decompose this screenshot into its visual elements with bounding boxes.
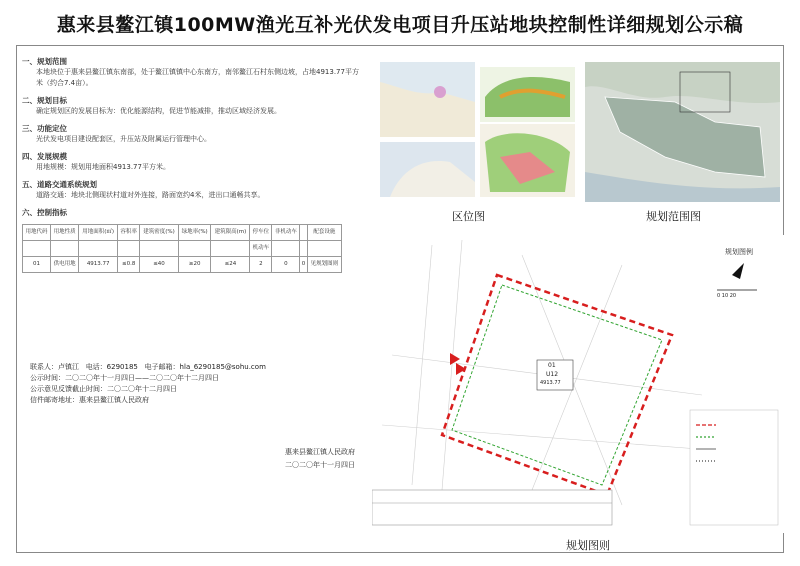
- table-row: [23, 257, 342, 273]
- table-header-cell: [79, 241, 118, 257]
- section-heading: 四、发展规模: [22, 152, 67, 161]
- scale-bar-label: 0 10 20: [717, 293, 737, 299]
- table-header-cell: [300, 241, 307, 257]
- signature-block: [265, 446, 375, 472]
- plan-map-caption: 规划图则: [566, 539, 610, 552]
- scope-map-image: [585, 62, 780, 202]
- contact-person: 联系人：卢镇江: [30, 363, 79, 371]
- plan-map-image: [372, 235, 784, 533]
- table-header-cell: [211, 241, 250, 257]
- plot-code-label: 01: [548, 362, 556, 369]
- plan-map-panel: [372, 235, 784, 533]
- table-header-cell: 建筑限高(m): [211, 225, 250, 241]
- section-body: 道路交通：地块北侧现状村道对外连接，路面宽约4米，进出口通畅共享。: [36, 191, 265, 199]
- table-cell: 01: [23, 257, 51, 273]
- table-cell: ≤24: [211, 257, 250, 273]
- table-header-cell: 停车位: [250, 225, 272, 241]
- table-cell: 0: [300, 257, 307, 273]
- table-header-row: [23, 225, 342, 241]
- table-header-cell: [307, 241, 341, 257]
- scope-map-panel: [585, 62, 780, 202]
- table-cell: 0: [272, 257, 300, 273]
- location-map-caption: 区位图: [452, 210, 485, 223]
- location-map-image: [380, 62, 580, 197]
- table-header-cell: 容积率: [118, 225, 140, 241]
- location-map-panel: [380, 62, 580, 197]
- table-cell: ≤0.8: [118, 257, 140, 273]
- table-header-cell: 机动车: [250, 241, 272, 257]
- table-cell: 2: [250, 257, 272, 273]
- page-title: 惠来县鳌江镇100MW渔光互补光伏发电项目升压站地块控制性详细规划公示稿: [56, 14, 744, 36]
- table-header-cell: [272, 241, 300, 257]
- table-header-cell: 用地性质: [51, 225, 79, 241]
- table-header-cell: 建筑密度(%): [140, 225, 179, 241]
- plot-area-label: 4913.77: [540, 380, 561, 386]
- table-header-cell: [51, 241, 79, 257]
- north-label: 规划图例: [725, 248, 753, 256]
- section-heading: 三、功能定位: [22, 124, 67, 133]
- table-header-cell: 绿地率(%): [178, 225, 211, 241]
- section-heading: 五、道路交通系统规划: [22, 180, 97, 189]
- contact-email: 电子邮箱：hla_6290185@sohu.com: [144, 363, 266, 371]
- table-header-cell: [300, 225, 307, 241]
- issuing-org: 惠来县鳌江镇人民政府: [285, 448, 355, 456]
- table-header-cell: 用地代码: [23, 225, 51, 241]
- publicity-period: 公示时间：二〇二〇年十一月四日——二〇二〇年十二月四日: [30, 374, 219, 382]
- contact-phone: 电话：6290185: [85, 363, 138, 371]
- table-header-cell: [23, 241, 51, 257]
- table-header-cell: [140, 241, 179, 257]
- table-cell: ≥20: [178, 257, 211, 273]
- table-header-row: [23, 241, 342, 257]
- scope-map-caption: 规划范围图: [646, 210, 701, 223]
- table-cell: 4913.77: [79, 257, 118, 273]
- issue-date: 二〇二〇年十一月四日: [285, 461, 355, 469]
- control-index-table: [22, 224, 342, 273]
- section-heading: 二、规划目标: [22, 96, 67, 105]
- table-header-cell: [118, 241, 140, 257]
- section-body: 用地规模：规划用地面积4913.77平方米。: [36, 163, 170, 171]
- contact-block: [30, 362, 360, 406]
- mail-address: 信件邮寄地址：惠来县鳌江镇人民政府: [30, 396, 149, 404]
- text-column: [22, 50, 362, 480]
- table-cell: 供电用地: [51, 257, 79, 273]
- table-header-cell: 非机动车: [272, 225, 300, 241]
- section-heading: 六、控制指标: [22, 208, 67, 217]
- table-header-cell: 配套设施: [307, 225, 341, 241]
- section-body: 光伏发电项目建设配套区，升压站及附属运行管理中心。: [36, 135, 211, 143]
- plot-use-label: U12: [546, 371, 559, 378]
- table-cell: 见规划图则: [307, 257, 341, 273]
- feedback-deadline: 公示意见反馈截止时间：二〇二〇年十二月四日: [30, 385, 177, 393]
- section-body: 确定规划区的发展目标为：优化能源结构，促进节能减排，推动区域经济发展。: [36, 107, 281, 115]
- section-body: 本地块位于惠来县鳌江镇东南部，处于鳌江镇镇中心东南方，南邻鳌江石村东侧边坡，占地4913.77平方米（约合7.4亩）。: [36, 68, 359, 87]
- table-cell: ≤40: [140, 257, 179, 273]
- section-heading: 一、规划范围: [22, 57, 67, 66]
- table-header-cell: [178, 241, 211, 257]
- table-header-cell: 用地面积(㎡): [79, 225, 118, 241]
